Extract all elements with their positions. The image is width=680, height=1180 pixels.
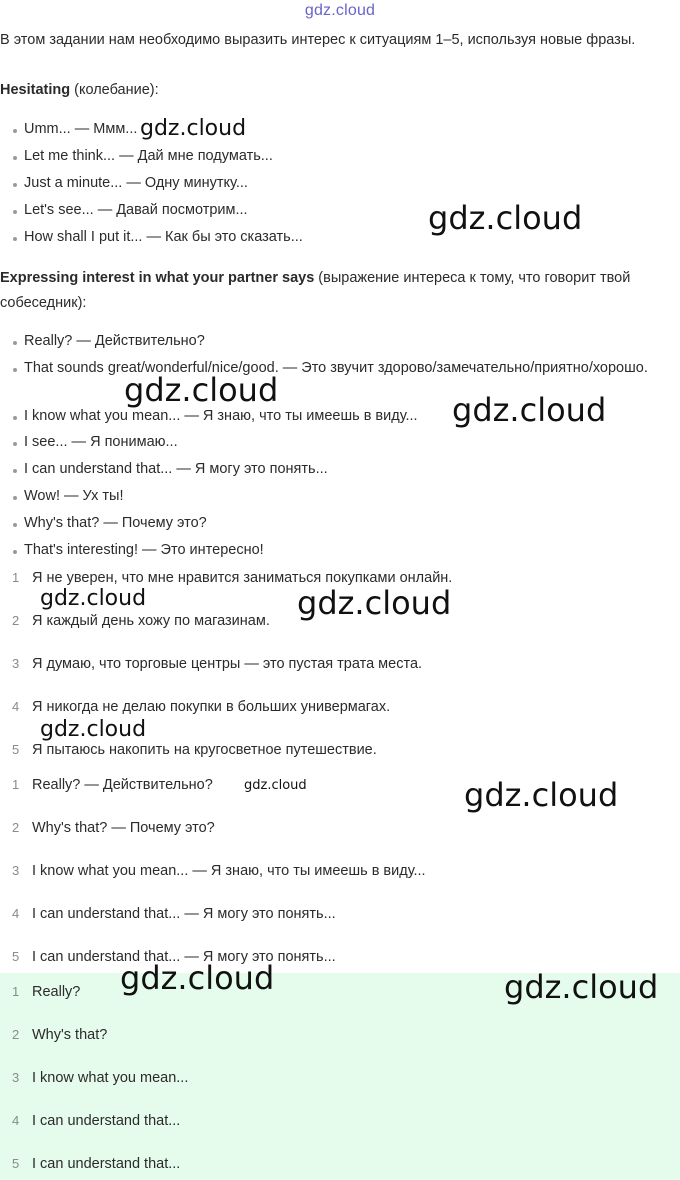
watermark: gdz.cloud — [504, 968, 659, 1006]
row-text: I can understand that... — [32, 1156, 181, 1172]
answer-row — [0, 859, 680, 883]
interest-title-ru: (выражение интереса к тому, что говорит твой собеседник): — [0, 270, 631, 311]
row-text: I can understand that... — Я могу это понять... — [32, 906, 336, 922]
row-number: 1 — [12, 777, 20, 792]
intro-text: В этом задании нам необходимо выразить интерес к ситуациям 1–5, используя новые фразы. — [0, 32, 636, 48]
hesitating-title: Hesitating — [0, 82, 71, 98]
row-text: I know what you mean... — [32, 1070, 189, 1086]
row-text: Я думаю, что торговые центры — это пустая трата места. — [32, 656, 423, 672]
list-item: How shall I put it... — Как бы это сказать... — [0, 227, 680, 248]
watermark: gdz.cloud — [40, 586, 147, 611]
row-number: 1 — [12, 984, 20, 999]
answer-row — [0, 1109, 680, 1133]
row-number: 5 — [12, 742, 20, 757]
row-text: Я каждый день хожу по магазинам. — [32, 613, 270, 629]
row-text: Я пытаюсь накопить на кругосветное путешествие. — [32, 742, 377, 758]
row-number: 4 — [12, 699, 20, 714]
situation-row — [0, 652, 680, 676]
list-item: Let's see... — Давай посмотрим... — [0, 200, 680, 221]
list-item: Let me think... — Дай мне подумать... — [0, 146, 680, 167]
row-number: 3 — [12, 1070, 20, 1085]
list-item: Why's that? — Почему это? — [0, 513, 680, 534]
answer-row — [0, 902, 680, 926]
row-text: I can understand that... — Я могу это понять... — [32, 949, 336, 965]
watermark: gdz.cloud — [140, 116, 247, 141]
row-text: Really? — Действительно? — [32, 777, 213, 793]
answer-row — [0, 1152, 680, 1176]
watermark: gdz.cloud — [40, 717, 147, 742]
row-number: 2 — [12, 1027, 20, 1042]
answer-row — [0, 1023, 680, 1047]
row-number: 5 — [12, 949, 20, 964]
row-number: 2 — [12, 613, 20, 628]
list-item: That sounds great/wonderful/nice/good. — Это звучит здорово/замечательно/приятно/хорошо. — [0, 358, 680, 379]
answer-row — [0, 945, 680, 969]
list-item: I can understand that... — Я могу это понять... — [0, 459, 680, 480]
row-text: Я не уверен, что мне нравится заниматься покупками онлайн. — [32, 570, 453, 586]
watermark: gdz.cloud — [428, 199, 583, 237]
row-number: 4 — [12, 1113, 20, 1128]
row-number: 5 — [12, 1156, 20, 1171]
watermark: gdz.cloud — [452, 391, 607, 429]
row-text: I know what you mean... — Я знаю, что ты имеешь в виду... — [32, 863, 426, 879]
situation-row — [0, 695, 680, 719]
watermark: gdz.cloud — [120, 959, 275, 997]
row-text: Why's that? — [32, 1027, 108, 1043]
watermark: gdz.cloud — [244, 778, 307, 793]
site-logo[interactable]: gdz.cloud — [304, 2, 376, 19]
interest-title: Expressing interest in what your partner says — [0, 270, 315, 286]
row-number: 1 — [12, 570, 20, 585]
watermark: gdz.cloud — [464, 776, 619, 814]
answer-row — [0, 816, 680, 840]
row-number: 3 — [12, 863, 20, 878]
list-item: Umm... — Ммм... — [0, 119, 680, 140]
row-text: Really? — [32, 984, 81, 1000]
interest-heading — [0, 266, 675, 316]
list-item: That's interesting! — Это интересно! — [0, 540, 680, 561]
list-item: Really? — Действительно? — [0, 331, 680, 352]
row-number: 4 — [12, 906, 20, 921]
hesitating-heading — [0, 78, 675, 103]
list-item: I know what you mean... — Я знаю, что ты имеешь в виду... — [0, 406, 680, 427]
row-number: 3 — [12, 656, 20, 671]
watermark: gdz.cloud — [297, 584, 452, 622]
row-text: Why's that? — Почему это? — [32, 820, 215, 836]
list-item: Just a minute... — Одну минутку... — [0, 173, 680, 194]
row-text: Я никогда не делаю покупки в больших универмагах. — [32, 699, 391, 715]
list-item: Wow! — Ух ты! — [0, 486, 680, 507]
row-number: 2 — [12, 820, 20, 835]
list-item: I see... — Я понимаю... — [0, 432, 680, 453]
hesitating-title-ru: (колебание): — [70, 82, 159, 98]
row-text: I can understand that... — [32, 1113, 181, 1129]
answer-row — [0, 1066, 680, 1090]
watermark: gdz.cloud — [124, 371, 279, 409]
